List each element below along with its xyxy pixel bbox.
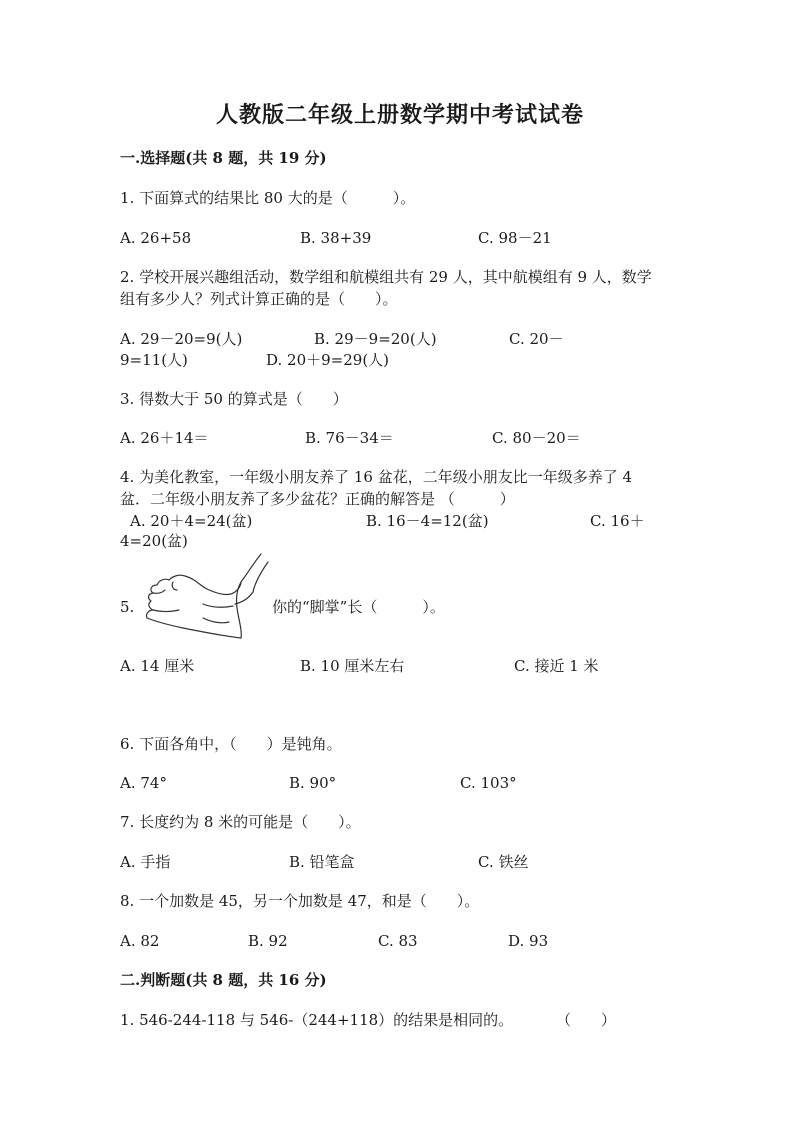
question-2-option-b: B. 29－9=20(人) [314, 330, 437, 348]
question-1-option-b: B. 38+39 [300, 229, 372, 247]
question-5-number: 5. [120, 598, 135, 616]
question-6-option-a: A. 74° [120, 774, 167, 792]
question-2-text-line-1: 2. 学校开展兴趣组活动，数学组和航模组共有 29 人，其中航模组有 9 人，数学 [120, 268, 652, 286]
question-8-option-b: B. 92 [248, 932, 288, 950]
section-heading-judgement: 二.判断题(共 8 题，共 16 分) [120, 971, 327, 989]
question-2-option-c-cont: 9=11(人) [120, 351, 188, 369]
question-7-text: 7. 长度约为 8 米的可能是（ ）。 [120, 813, 361, 831]
question-4-option-b: B. 16－4=12(盆) [366, 512, 489, 530]
question-7-option-b: B. 铅笔盒 [289, 853, 355, 871]
question-8-option-d: D. 93 [508, 932, 549, 950]
question-2-text-line-2: 组有多少人？列式计算正确的是（ ）。 [120, 290, 398, 308]
question-5-option-c: C. 接近 1 米 [514, 657, 599, 675]
judgement-question-1-text: 1. 546-244-118 与 546-（244+118）的结果是相同的。 [120, 1011, 514, 1029]
question-4-text-line-1: 4. 为美化教室，一年级小朋友养了 16 盆花，二年级小朋友比一年级多养了 4 [120, 468, 633, 486]
page-title: 人教版二年级上册数学期中考试试卷 [215, 102, 584, 128]
question-2-option-a: A. 29－20=9(人) [120, 330, 243, 348]
question-1-option-c: C. 98－21 [478, 229, 552, 247]
question-6-text: 6. 下面各角中，（ ）是钝角。 [120, 735, 342, 753]
question-3-option-c: C. 80－20＝ [492, 429, 581, 447]
question-4-option-c: C. 16＋ [590, 512, 645, 530]
question-5-option-a: A. 14 厘米 [120, 657, 195, 675]
question-5-option-b: B. 10 厘米左右 [300, 657, 405, 675]
question-6-option-b: B. 90° [289, 774, 337, 792]
question-7-option-c: C. 铁丝 [478, 853, 529, 871]
judgement-question-1-blank: （ ） [556, 1011, 617, 1029]
section-heading-choice: 一.选择题(共 8 题，共 19 分) [120, 149, 327, 167]
question-2-option-c: C. 20－ [509, 330, 564, 348]
question-4-text-line-2: 盆．二年级小朋友养了多少盆花？正确的解答是 （ ） [120, 490, 515, 508]
question-7-option-a: A. 手指 [120, 853, 171, 871]
question-8-option-c: C. 83 [378, 932, 418, 950]
question-1-option-a: A. 26+58 [120, 229, 192, 247]
question-8-option-a: A. 82 [120, 932, 160, 950]
question-1-text: 1. 下面算式的结果比 80 大的是（ ）。 [120, 189, 416, 207]
question-4-option-c-cont: 4=20(盆) [120, 532, 188, 550]
question-3-text: 3. 得数大于 50 的算式是（ ） [120, 390, 348, 408]
question-8-text: 8. 一个加数是 45，另一个加数是 47，和是（ ）。 [120, 892, 480, 910]
question-3-option-a: A. 26＋14＝ [120, 429, 209, 447]
question-6-option-c: C. 103° [460, 774, 517, 792]
foot-sketch-image [143, 552, 269, 640]
question-5-text: 你的“脚掌”长（ ）。 [272, 598, 445, 616]
question-4-option-a: A. 20＋4=24(盆) [130, 512, 253, 530]
question-3-option-b: B. 76－34＝ [305, 429, 394, 447]
question-2-option-d: D. 20＋9=29(人) [266, 351, 390, 369]
